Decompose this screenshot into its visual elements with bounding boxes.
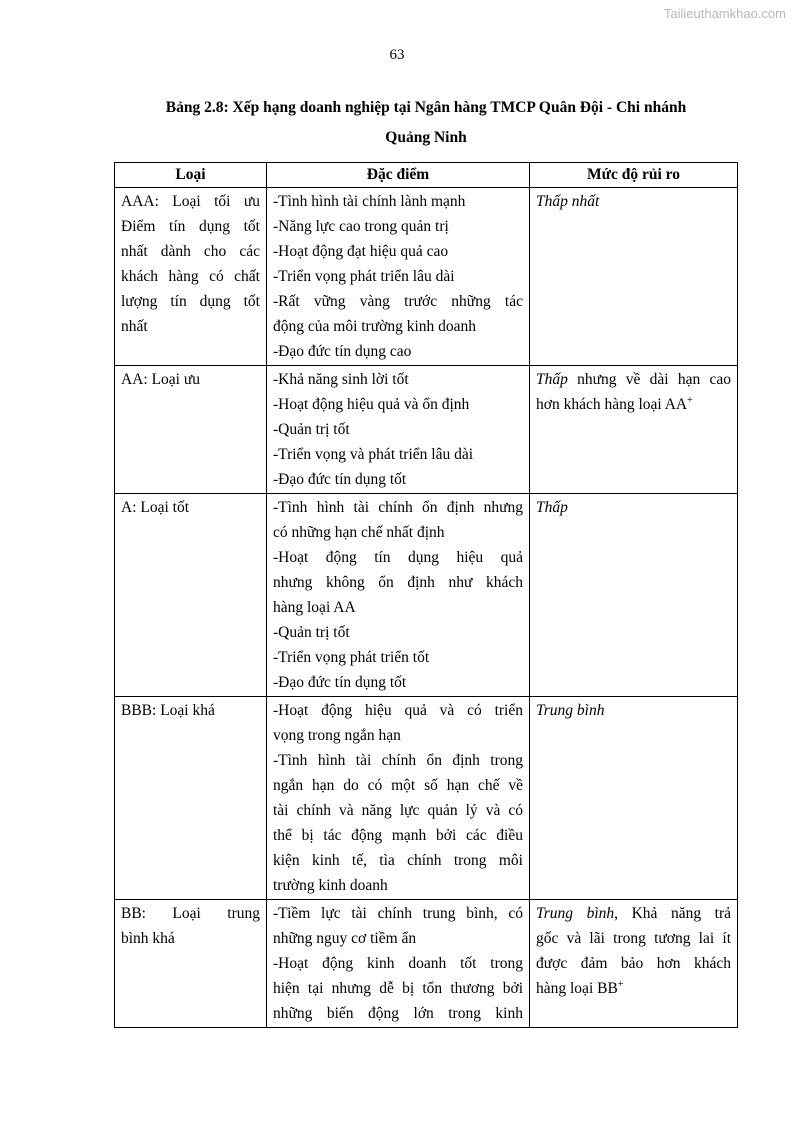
table-row	[115, 188, 738, 366]
caption-line-1: Bảng 2.8: Xếp hạng doanh nghiệp tại Ngân hàng TMCP Quân Đội - Chi nhánh	[165, 99, 687, 116]
feature-line: -Quản trị tốt	[273, 624, 350, 641]
type-line: BBB: Loại khá	[121, 702, 215, 719]
feature-line: -Tình hình tài chính ổn định trong	[273, 752, 523, 769]
type-line: khách hàng có chất	[121, 268, 260, 285]
type-line: Điểm tín dụng tốt	[121, 218, 260, 235]
features-cell	[267, 188, 530, 366]
table-row	[115, 366, 738, 494]
feature-line: -Năng lực cao trong quản trị	[273, 218, 449, 235]
feature-line: -Triển vọng phát triển tốt	[273, 649, 430, 666]
table-row	[115, 697, 738, 900]
feature-line: ngắn hạn do có một số hạn chế về	[273, 777, 523, 794]
feature-line: -Đạo đức tín dụng tốt	[273, 674, 407, 691]
features-cell	[267, 697, 530, 900]
table-row	[115, 900, 738, 1028]
feature-line: nhưng không ổn định như khách	[273, 574, 523, 591]
risk-note: được đảm bảo hơn khách	[536, 955, 731, 972]
caption-line-2: Quảng Ninh	[385, 129, 467, 146]
risk-level: Thấp	[536, 371, 568, 388]
feature-line: -Quản trị tốt	[273, 421, 350, 438]
feature-line: -Khả năng sinh lời tốt	[273, 371, 409, 388]
risk-cell	[530, 366, 738, 494]
risk-note: , Khả năng trả	[614, 905, 731, 922]
feature-line: -Tiềm lực tài chính trung bình, có	[273, 905, 523, 922]
type-line: AAA: Loại tối ưu	[121, 193, 260, 210]
feature-line: hàng loại AA	[273, 599, 356, 616]
type-cell	[115, 188, 267, 366]
feature-line: kiện kinh tế, tìa chính trong môi	[273, 852, 523, 869]
risk-cell	[530, 188, 738, 366]
risk-cell	[530, 900, 738, 1028]
risk-cell	[530, 494, 738, 697]
risk-level: Thấp	[536, 499, 568, 516]
type-line: BB: Loại trung	[121, 905, 260, 922]
type-cell	[115, 366, 267, 494]
type-cell	[115, 494, 267, 697]
risk-level: Trung bình	[536, 702, 605, 719]
risk-level: Trung bình	[536, 905, 615, 922]
features-cell	[267, 366, 530, 494]
feature-line: hiện tại nhưng dễ bị tổn thương bởi	[273, 980, 523, 997]
feature-line: -Hoạt động tín dụng hiệu quả	[273, 549, 523, 566]
feature-line: -Đạo đức tín dụng tốt	[273, 471, 407, 488]
table-row	[115, 494, 738, 697]
feature-line: trường kinh doanh	[273, 877, 388, 894]
header-type: Loại	[115, 163, 267, 188]
page-number: 63	[389, 47, 405, 63]
feature-line: tài chính và năng lực quản lý và có	[273, 802, 523, 819]
feature-line: những nguy cơ tiềm ẩn	[273, 930, 417, 947]
feature-line: -Tình hình tài chính ổn định nhưng	[273, 499, 523, 516]
features-cell	[267, 494, 530, 697]
type-cell	[115, 697, 267, 900]
feature-line: -Hoạt động kinh doanh tốt trong	[273, 955, 523, 972]
superscript-plus: +	[687, 395, 693, 406]
feature-line: -Hoạt động đạt hiệu quả cao	[273, 243, 449, 260]
type-line: A: Loại tốt	[121, 499, 190, 516]
type-line: nhất	[121, 318, 148, 335]
rating-table	[114, 162, 738, 1028]
risk-note: gốc và lãi trong tương lai ít	[536, 930, 731, 947]
type-cell	[115, 900, 267, 1028]
features-cell	[267, 900, 530, 1028]
type-line: lượng tín dụng tốt	[121, 293, 260, 310]
feature-line: có những hạn chế nhất định	[273, 524, 445, 541]
risk-note: hơn khách hàng loại AA	[536, 396, 688, 413]
watermark: Tailieuthamkhao.com	[663, 6, 786, 21]
header-risk-level: Mức độ rủi ro	[530, 163, 738, 188]
header-features: Đặc điểm	[267, 163, 530, 188]
feature-line: -Triển vọng và phát triển lâu dài	[273, 446, 474, 463]
type-line: nhất dành cho các	[121, 243, 260, 260]
risk-cell	[530, 697, 738, 900]
risk-level: Thấp nhất	[536, 193, 600, 210]
type-line: AA: Loại ưu	[121, 371, 200, 388]
type-line: bình khá	[121, 930, 175, 947]
feature-line: những biến động lớn trong kinh	[273, 1005, 523, 1022]
table-caption	[115, 93, 737, 153]
risk-note: hàng loại BB	[536, 980, 618, 997]
header-row	[115, 163, 738, 188]
feature-line: vọng trong ngắn hạn	[273, 727, 401, 744]
feature-line: -Tình hình tài chính lành mạnh	[273, 193, 466, 210]
feature-line: -Rất vững vàng trước những tác	[273, 293, 523, 310]
feature-line: động của môi trường kinh doanh	[273, 318, 476, 335]
feature-line: -Hoạt động hiệu quả và có triển	[273, 702, 523, 719]
risk-note: nhưng về dài hạn cao	[567, 371, 731, 388]
feature-line: thể bị tác động mạnh bởi các điều	[273, 827, 523, 844]
feature-line: -Triển vọng phát triển lâu dài	[273, 268, 455, 285]
feature-line: -Hoạt động hiệu quả và ổn định	[273, 396, 470, 413]
feature-line: -Đạo đức tín dụng cao	[273, 343, 412, 360]
superscript-plus: +	[617, 979, 624, 990]
